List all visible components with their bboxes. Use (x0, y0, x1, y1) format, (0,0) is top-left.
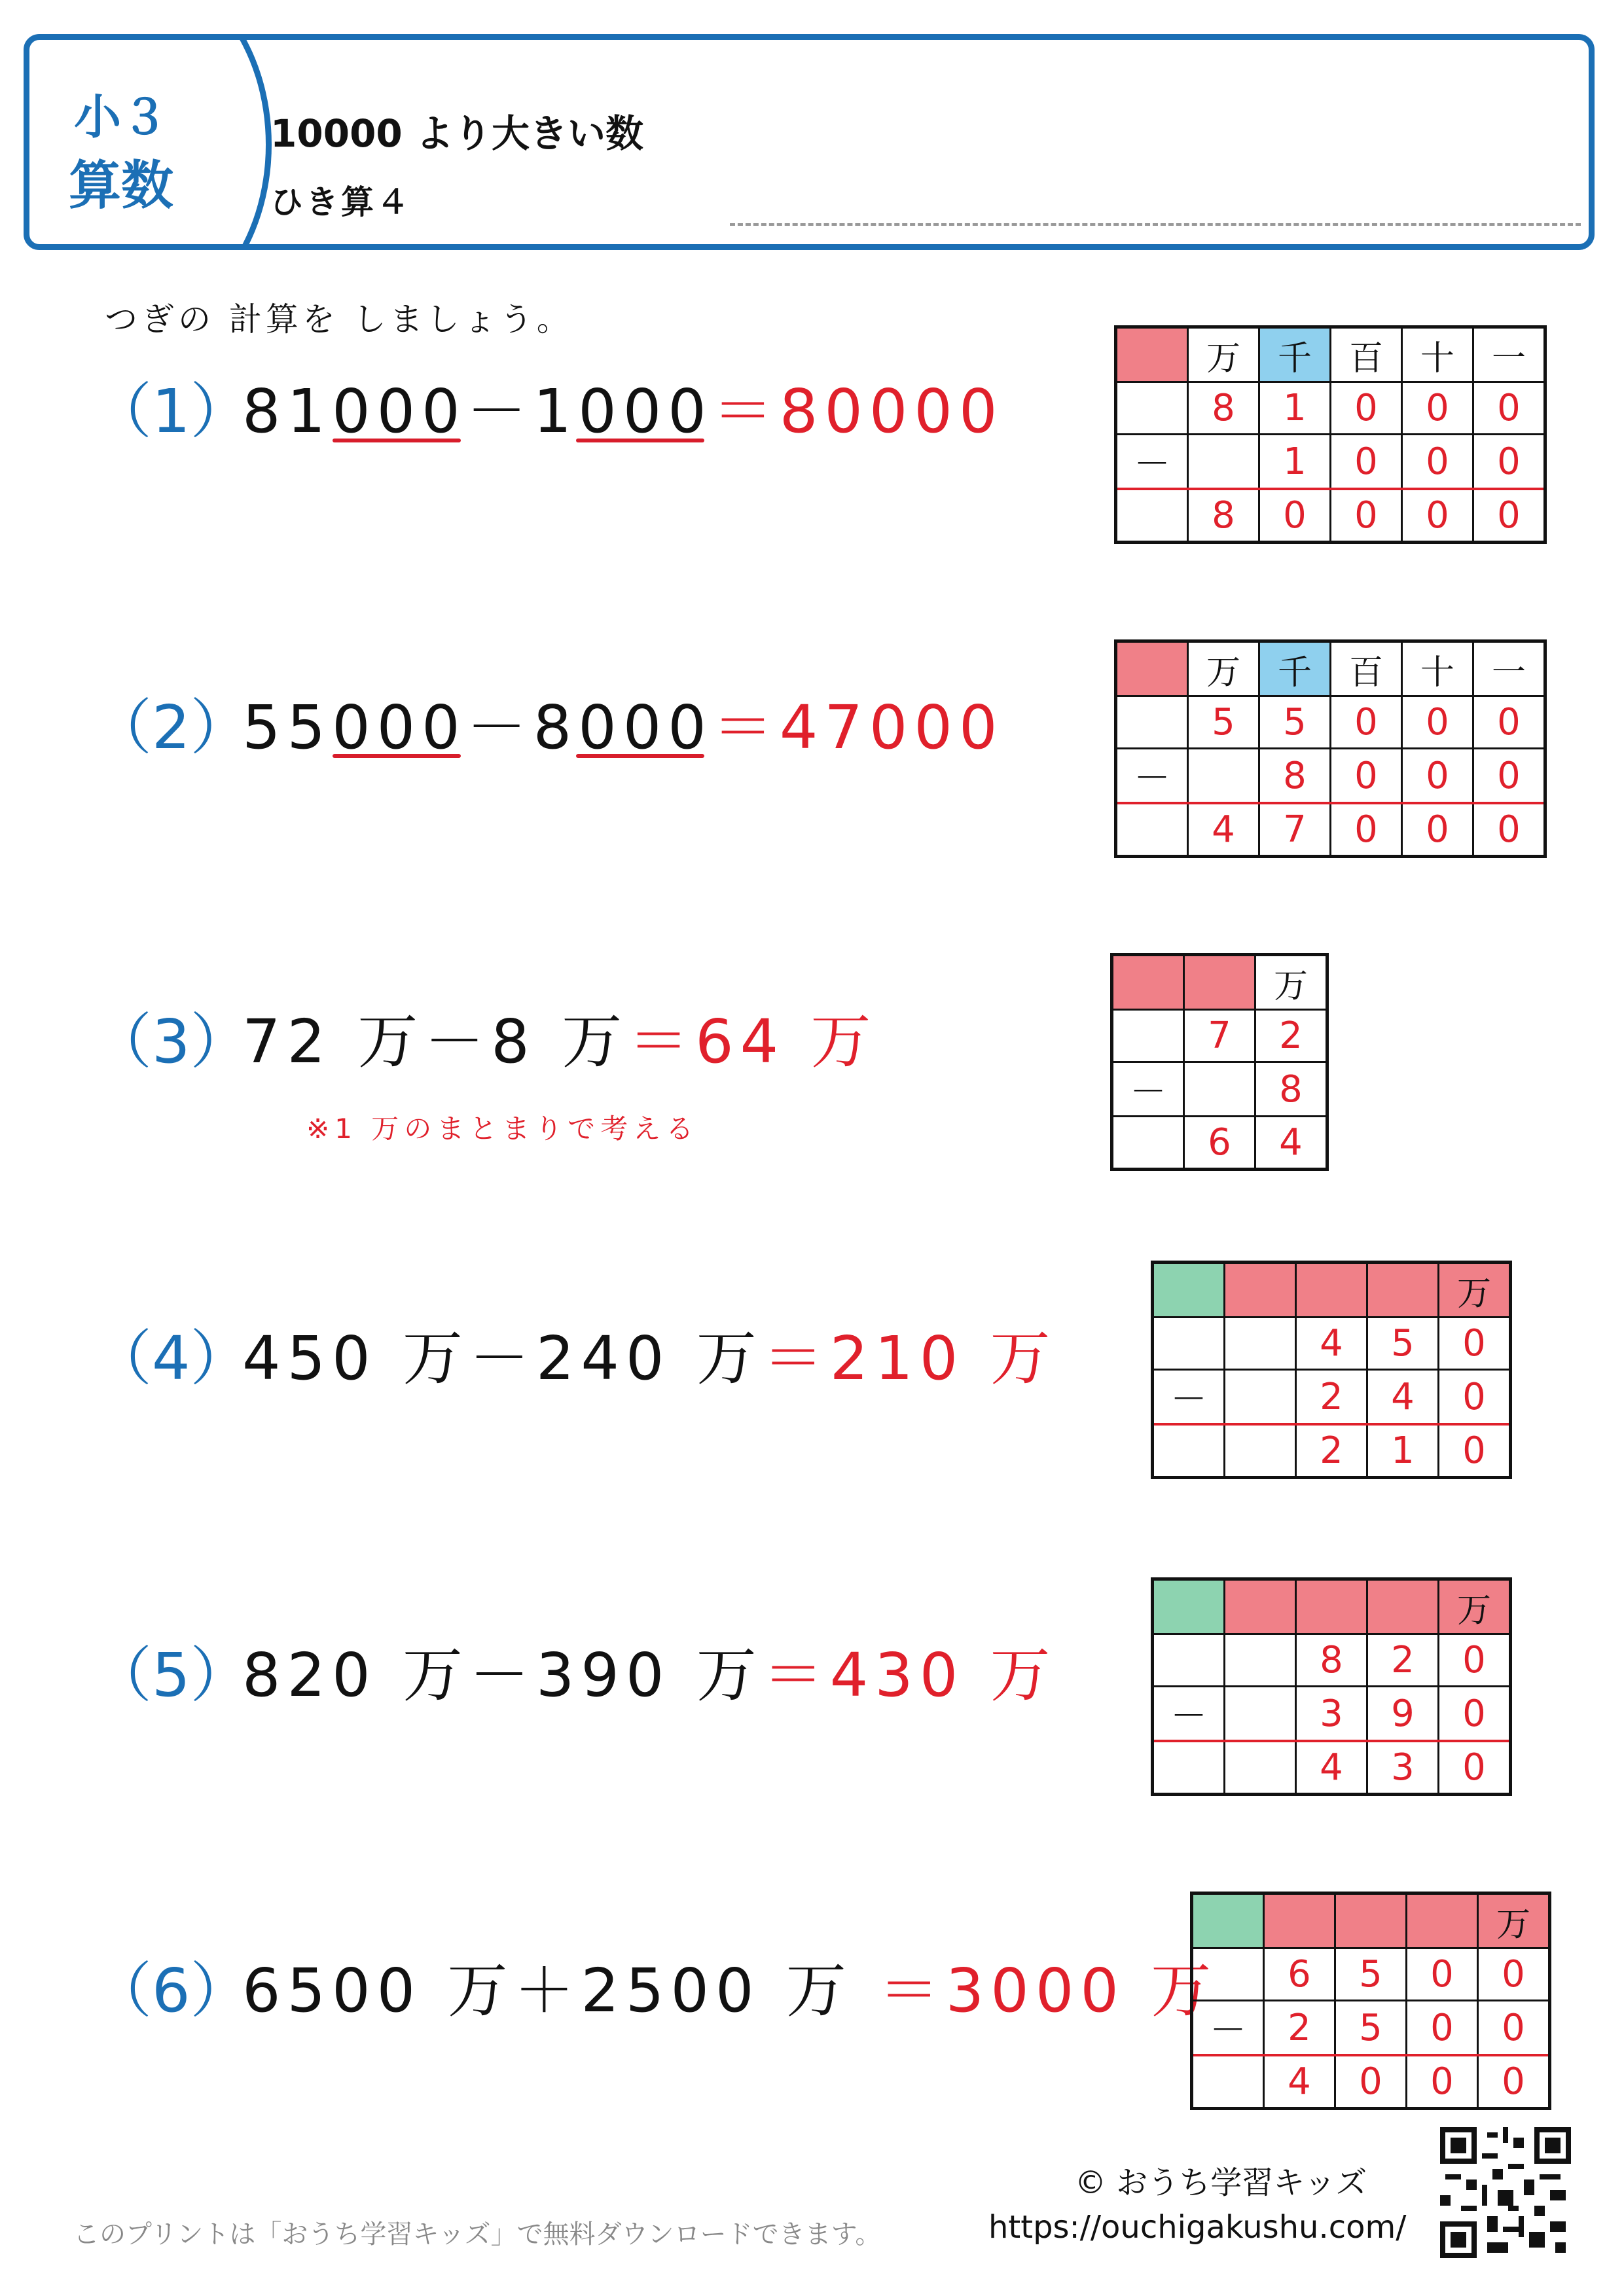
place-value-table (1151, 1577, 1512, 1796)
zero-underline (576, 439, 704, 442)
expression-text: 6500 万＋2500 万 (242, 1956, 853, 2026)
copyright-text: © おうち学習キッズ (1075, 2164, 1367, 2201)
answer-text: ＝64 万 (628, 1007, 878, 1077)
problem-expression (242, 994, 877, 1080)
table-header-cell: 千 (1259, 327, 1331, 382)
table-cell: 0 (1402, 382, 1473, 435)
table-cell: 0 (1473, 382, 1545, 435)
table-cell: 2 (1264, 2001, 1335, 2056)
unit-title: 10000 より大きい数 (270, 111, 643, 156)
table-header-cell (1296, 1263, 1367, 1318)
operator-cell: － (1116, 749, 1188, 804)
table-cell: 0 (1407, 2055, 1478, 2109)
table-cell: 0 (1478, 2055, 1550, 2109)
table-header-cell: 十 (1402, 327, 1473, 382)
table-header-cell (1225, 1263, 1296, 1318)
instruction-text: つぎの 計算を しましょう。 (105, 300, 573, 338)
table-header-cell (1153, 1579, 1225, 1634)
table-cell: 0 (1335, 2055, 1407, 2109)
operator-cell: － (1116, 435, 1188, 490)
problem-number: （6） (92, 1956, 251, 2026)
place-value-table (1114, 325, 1547, 544)
table-cell: 0 (1473, 803, 1545, 857)
problem-expression (242, 363, 1003, 450)
table-header-cell: 百 (1331, 641, 1402, 696)
table-header-cell (1184, 955, 1255, 1010)
table-cell: 0 (1402, 435, 1473, 490)
grade-label: 小３ (73, 90, 168, 145)
problem-number: （3） (92, 1007, 251, 1077)
table-cell: 5 (1335, 1948, 1407, 2001)
table-cell: 2 (1255, 1010, 1327, 1062)
table-cell: 0 (1331, 803, 1402, 857)
site-url-link[interactable]: https://ouchigakushu.com/ (988, 2209, 1407, 2246)
table-cell: 0 (1331, 696, 1402, 749)
table-cell: 5 (1335, 2001, 1407, 2056)
table-header-cell (1367, 1263, 1439, 1318)
table-cell: 0 (1439, 1424, 1511, 1478)
table-cell (1153, 1424, 1225, 1478)
table-cell: 0 (1473, 435, 1545, 490)
table-header-cell: 万 (1478, 1893, 1550, 1948)
table-cell: 8 (1259, 749, 1331, 804)
table-cell: 0 (1478, 2001, 1550, 2056)
table-header-cell: 万 (1188, 641, 1259, 696)
table-cell (1116, 696, 1188, 749)
answer-text: ＝47000 (712, 692, 1004, 762)
table-cell: 4 (1188, 803, 1259, 857)
table-cell: 0 (1473, 749, 1545, 804)
table-cell: 0 (1407, 2001, 1478, 2056)
table-cell: 5 (1188, 696, 1259, 749)
answer-text: ＝80000 (712, 376, 1004, 446)
table-cell (1188, 749, 1259, 804)
table-cell: 0 (1439, 1687, 1511, 1742)
table-header-cell: 万 (1439, 1263, 1511, 1318)
table-header-cell (1192, 1893, 1264, 1948)
table-cell (1225, 1634, 1296, 1687)
operator-cell: － (1153, 1687, 1225, 1742)
expression-text: 450 万－240 万 (242, 1323, 763, 1393)
table-cell: 2 (1367, 1634, 1439, 1687)
table-cell: 0 (1473, 696, 1545, 749)
table-cell: 0 (1331, 382, 1402, 435)
table-header-cell: 万 (1439, 1579, 1511, 1634)
table-cell: 0 (1439, 1634, 1511, 1687)
table-header-cell: 十 (1402, 641, 1473, 696)
table-cell (1116, 489, 1188, 543)
table-header-cell: 百 (1331, 327, 1402, 382)
table-cell (1225, 1318, 1296, 1370)
table-cell (1116, 382, 1188, 435)
table-cell (1153, 1318, 1225, 1370)
table-cell: 6 (1264, 1948, 1335, 2001)
table-cell: 0 (1439, 1318, 1511, 1370)
table-cell: 2 (1296, 1424, 1367, 1478)
expression-text: 820 万－390 万 (242, 1640, 763, 1710)
hint-note: ※1 万のまとまりで考える (306, 1113, 699, 1145)
table-cell: 3 (1367, 1741, 1439, 1795)
table-cell: 5 (1259, 696, 1331, 749)
table-cell: 0 (1478, 1948, 1550, 2001)
table-cell: 0 (1402, 696, 1473, 749)
table-cell (1225, 1687, 1296, 1742)
expression-text: 55000－8000 (242, 692, 713, 762)
problem-number: （1） (92, 376, 251, 446)
place-value-table (1110, 953, 1329, 1171)
answer-text: ＝3000 万 (878, 1956, 1218, 2026)
table-cell: 1 (1259, 382, 1331, 435)
problem-expression (242, 679, 1003, 766)
table-header-cell: 万 (1255, 955, 1327, 1010)
table-cell: 0 (1331, 749, 1402, 804)
table-cell: 0 (1331, 435, 1402, 490)
table-cell: 5 (1367, 1318, 1439, 1370)
table-cell: 4 (1255, 1117, 1327, 1170)
table-header-cell: 一 (1473, 327, 1545, 382)
table-header-cell (1116, 641, 1188, 696)
table-cell (1188, 435, 1259, 490)
table-cell (1153, 1741, 1225, 1795)
problem-number: （5） (92, 1640, 251, 1710)
table-header-cell (1112, 955, 1184, 1010)
table-header-cell (1407, 1893, 1478, 1948)
operator-cell: － (1153, 1370, 1225, 1425)
table-cell (1112, 1117, 1184, 1170)
operator-cell: － (1192, 2001, 1264, 2056)
table-cell (1225, 1741, 1296, 1795)
problem-number: （4） (92, 1323, 251, 1393)
table-cell: 8 (1188, 382, 1259, 435)
table-cell: 7 (1259, 803, 1331, 857)
place-value-table (1114, 639, 1547, 858)
table-cell (1225, 1424, 1296, 1478)
table-cell: 4 (1367, 1370, 1439, 1425)
table-cell: 4 (1296, 1318, 1367, 1370)
table-cell: 0 (1407, 1948, 1478, 2001)
table-header-cell: 万 (1188, 327, 1259, 382)
table-cell: 0 (1402, 803, 1473, 857)
expression-text: 81000－1000 (242, 376, 713, 446)
table-cell: 4 (1264, 2055, 1335, 2109)
table-header-cell (1264, 1893, 1335, 1948)
zero-underline (333, 439, 461, 442)
table-cell (1116, 803, 1188, 857)
qr-code-icon[interactable] (1440, 2127, 1571, 2258)
table-cell: 9 (1367, 1687, 1439, 1742)
operator-cell: － (1112, 1062, 1184, 1117)
table-cell: 0 (1439, 1741, 1511, 1795)
zero-underline (333, 754, 461, 758)
table-header-cell (1335, 1893, 1407, 1948)
table-cell: 3 (1296, 1687, 1367, 1742)
table-cell: 0 (1439, 1370, 1511, 1425)
table-cell (1225, 1370, 1296, 1425)
table-cell (1112, 1010, 1184, 1062)
subject-label: 算数 (69, 155, 173, 216)
sub-title: ひき算４ (270, 183, 412, 221)
table-cell: 0 (1402, 489, 1473, 543)
expression-text: 72 万－8 万 (242, 1007, 629, 1077)
table-cell (1192, 2055, 1264, 2109)
table-cell (1153, 1634, 1225, 1687)
worksheet-header (24, 34, 1595, 250)
table-cell: 0 (1473, 489, 1545, 543)
table-cell: 1 (1367, 1424, 1439, 1478)
table-header-cell (1116, 327, 1188, 382)
table-header-cell (1225, 1579, 1296, 1634)
name-write-line (730, 223, 1581, 226)
table-header-cell: 一 (1473, 641, 1545, 696)
table-cell (1192, 1948, 1264, 2001)
table-header-cell (1296, 1579, 1367, 1634)
problem-expression (242, 1943, 1218, 2029)
table-cell: 8 (1188, 489, 1259, 543)
table-cell: 6 (1184, 1117, 1255, 1170)
table-cell: 1 (1259, 435, 1331, 490)
problem-expression (242, 1627, 1057, 1713)
table-cell: 4 (1296, 1741, 1367, 1795)
table-cell: 8 (1296, 1634, 1367, 1687)
table-cell (1184, 1062, 1255, 1117)
answer-text: ＝210 万 (763, 1323, 1057, 1393)
zero-underline (576, 754, 704, 758)
place-value-table (1151, 1261, 1512, 1479)
table-header-cell: 千 (1259, 641, 1331, 696)
table-cell: 8 (1255, 1062, 1327, 1117)
table-cell: 0 (1259, 489, 1331, 543)
answer-text: ＝430 万 (763, 1640, 1057, 1710)
table-header-cell (1153, 1263, 1225, 1318)
table-cell: 2 (1296, 1370, 1367, 1425)
download-note: このプリントは「おうち学習キッズ」で無料ダウンロードできます。 (73, 2219, 882, 2250)
problem-number: （2） (92, 692, 251, 762)
table-header-cell (1367, 1579, 1439, 1634)
place-value-table (1190, 1892, 1551, 2110)
table-cell: 0 (1402, 749, 1473, 804)
problem-expression (242, 1310, 1057, 1397)
table-cell: 7 (1184, 1010, 1255, 1062)
table-cell: 0 (1331, 489, 1402, 543)
